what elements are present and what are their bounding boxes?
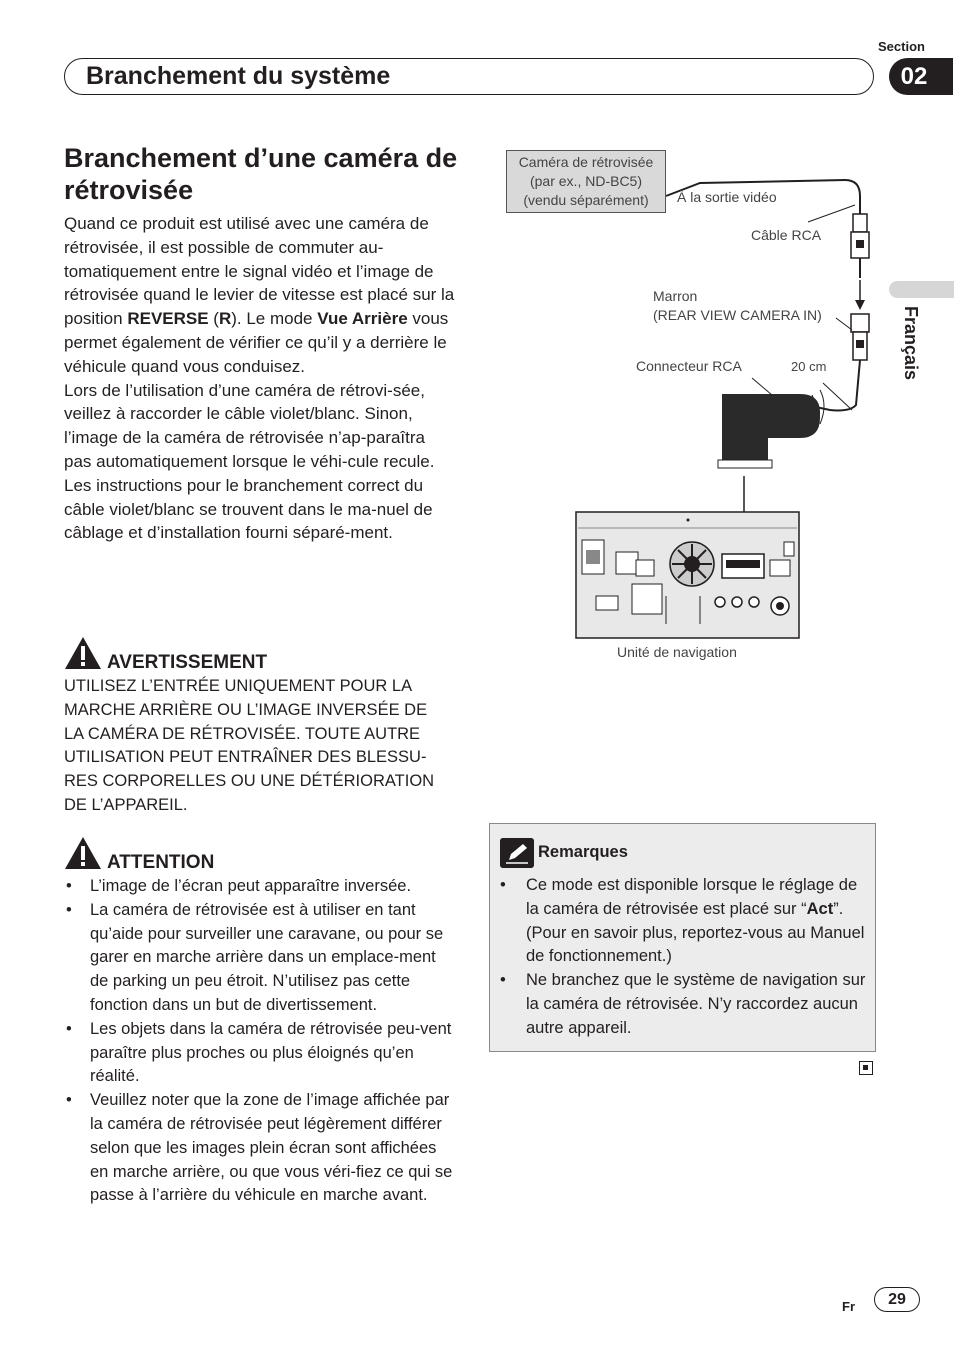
notes-list: [498, 874, 868, 1041]
end-of-section-mark: [859, 1061, 873, 1075]
caution-item: • La caméra de rétrovisée est à utiliser en tant qu’aide pour surveiller une caravane, ou pour se garer en marche arrière dans un emplace-ment de parking un peu étroit. N’utilisez pas cette fonction dans un but de divertissement.: [64, 899, 456, 1018]
caution-item: • Les objets dans la caméra de rétrovisée peu-vent paraître plus proches ou plus éloignés qu’en réalité.: [64, 1018, 456, 1089]
video-output-label: À la sortie vidéo: [677, 189, 777, 205]
warning-text: UTILISEZ L’ENTRÉE UNIQUEMENT POUR LA MARCHE ARRIÈRE OU L’IMAGE INVERSÉE DE LA CAMÉRA DE RÉTROVISÉE. TOUTE AUTRE UTILISATION PEUT ENTRAÎNER DES BLESSU-RES CORPORELLES OU UNE DÉTÉRIORATION DE L’APPAREIL.: [64, 677, 435, 814]
paragraph-3: Les instructions pour le branchement correct du câble violet/blanc se trouvent dans le ma-nuel de câblage et d’installation fourni séparé-ment.: [64, 475, 433, 543]
pencil-note-icon: [500, 838, 534, 868]
section-label: Section: [878, 39, 925, 54]
camera-label-box: Caméra de rétrovisée (par ex., ND-BC5) (vendu séparément): [506, 150, 666, 213]
caution-item: • Veuillez noter que la zone de l’image affichée par la caméra de rétrovisée peut légèrement différer selon que les images plein écran sont affichées en marche arrière, ou que vous véri-fiez ce qui se passe à l’arrière du véhicule en marche avant.: [64, 1089, 456, 1208]
paragraph-1: Quand ce produit est utilisé avec une caméra de rétrovisée, il est possible de commuter au-tomatiquement entre le signal vidéo et l’image de rétrovisée quand le levier de vitesse est placé sur la position REVERSE (R). Le mode Vue Arrière vous permet également de vérifier ce qu’il y a derrière le véhicule quand vous conduisez.: [64, 214, 455, 376]
page-header-title: Branchement du système: [86, 62, 391, 90]
warning-title: AVERTISSEMENT: [107, 652, 268, 673]
section-number-badge: 02: [889, 58, 953, 95]
rca-cable-label: Câble RCA: [751, 227, 822, 243]
caution-triangle-icon: [64, 836, 102, 870]
page-title: Branchement d’une caméra de rétrovisée: [64, 143, 458, 205]
brown-wire-label: Marron (REAR VIEW CAMERA IN): [653, 288, 822, 323]
connection-diagram: [480, 140, 880, 650]
notes-title: Remarques: [538, 843, 628, 861]
rca-connector-label: Connecteur RCA: [636, 358, 742, 374]
page-number: 29: [874, 1287, 920, 1312]
intro-text: [64, 212, 456, 545]
language-label: Français: [901, 306, 921, 381]
language-code: Fr: [842, 1299, 855, 1314]
paragraph-2: Lors de l’utilisation d’une caméra de rétrovi-sée, veillez à raccorder le câble violet/blanc. Sinon, l’image de la caméra de rétrovisée n’ap-paraîtra pas automatiquement lorsque le véhi-cule recule.: [64, 380, 435, 471]
caution-title: ATTENTION: [107, 852, 215, 873]
warning-triangle-icon: [64, 636, 102, 670]
caution-list: [64, 875, 456, 1208]
note-item: • Ne branchez que le système de navigation sur la caméra de rétrovisée. N’y raccordez aucun autre appareil.: [498, 969, 868, 1040]
length-label: 20 cm: [791, 359, 827, 374]
note-item: • Ce mode est disponible lorsque le réglage de la caméra de rétrovisée est placé sur “Act”. (Pour en savoir plus, reportez-vous au Manuel de fonctionnement.): [498, 874, 868, 969]
navigation-unit-label: Unité de navigation: [617, 644, 737, 660]
caution-item: • L’image de l’écran peut apparaître inversée.: [64, 875, 456, 899]
language-tab: [889, 281, 954, 298]
